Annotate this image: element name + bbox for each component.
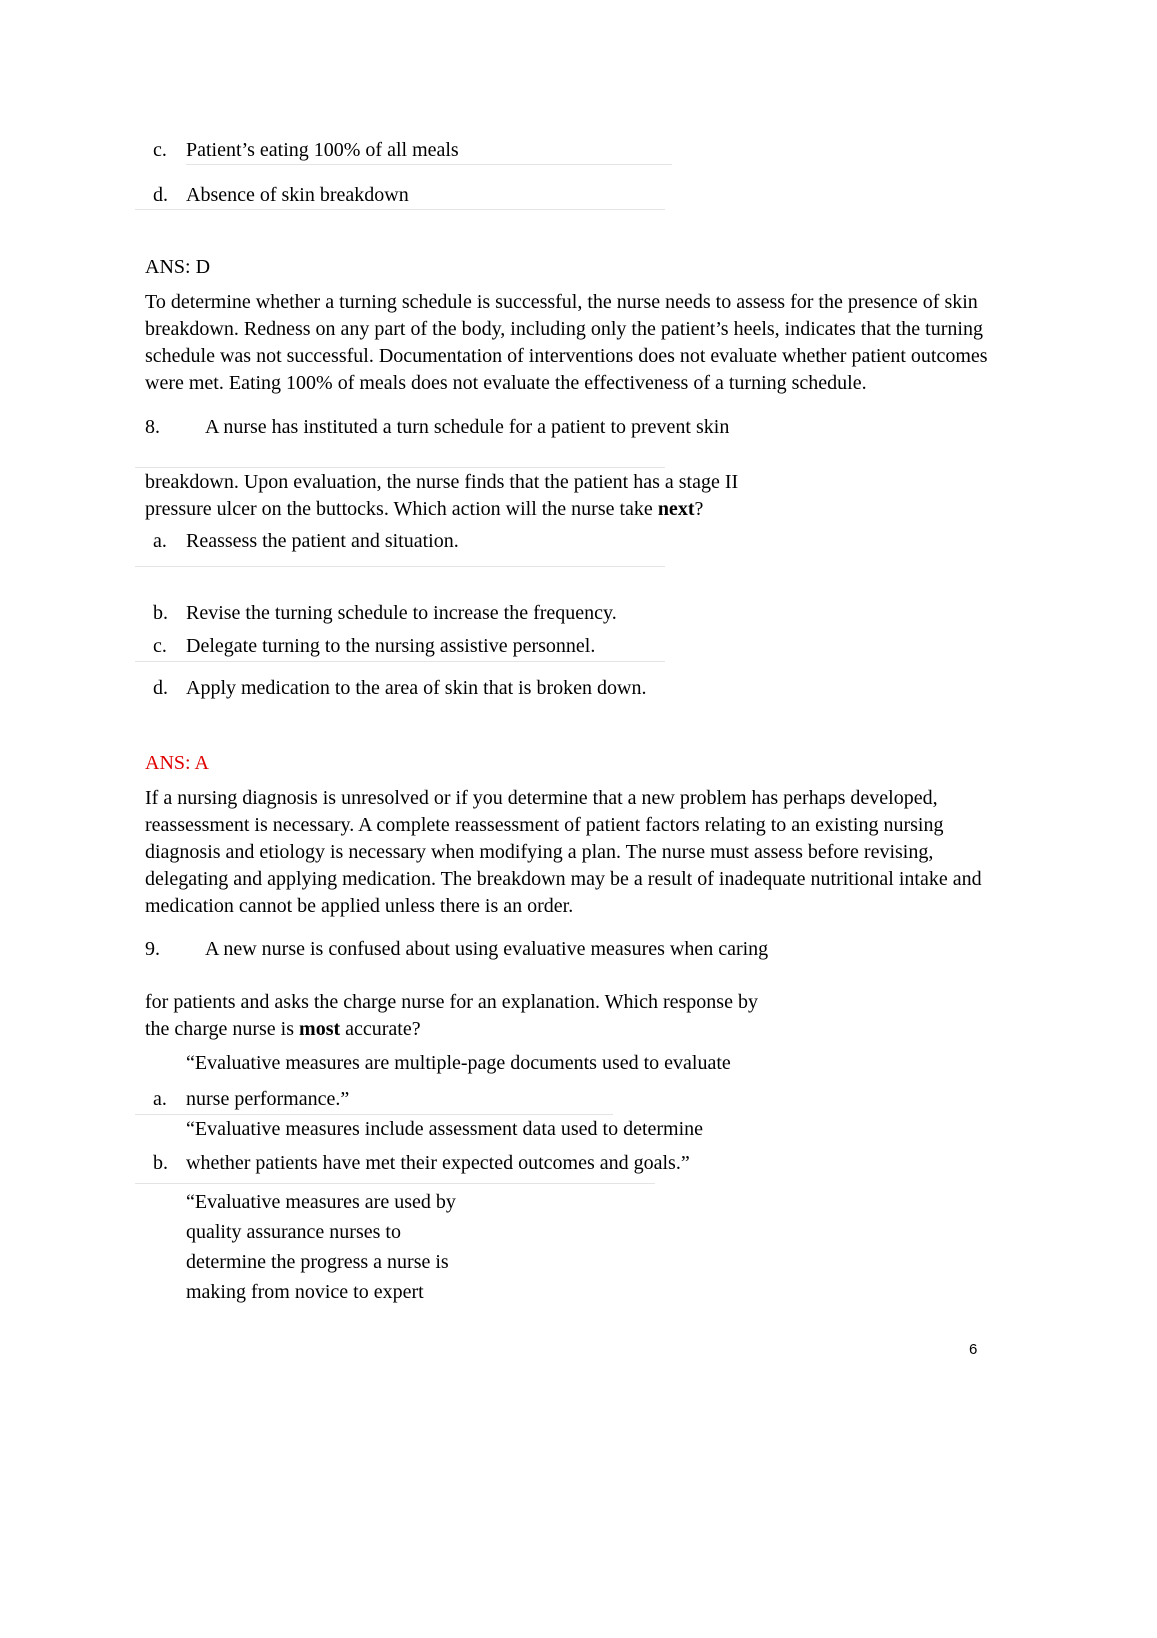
option-text: quality assurance nurses to (186, 1221, 401, 1243)
question-stem: A nurse has instituted a turn schedule for a patient to prevent skin (205, 416, 730, 438)
option-row-8c (145, 633, 1015, 660)
divider (135, 1183, 655, 1184)
question-number: 9. (145, 938, 160, 960)
question-stem: A new nurse is confused about using evaluative measures when caring (205, 938, 769, 960)
divider (135, 209, 665, 210)
option-text: “Evaluative measures are multiple-page documents used to evaluate (186, 1052, 731, 1074)
question-9-continuation (145, 989, 1015, 1043)
option-row-7c (145, 137, 1015, 164)
divider (186, 164, 672, 165)
divider (135, 1114, 613, 1115)
document-page (145, 137, 1015, 1307)
page-number: 6 (969, 1341, 978, 1358)
option-text: Revise the turning schedule to increase the frequency. (186, 602, 617, 624)
option-text: nurse performance.” (186, 1088, 350, 1110)
rationale-q7: To determine whether a turning schedule is successful, the nurse needs to assess for the presence of skin breakdown. Redness on any part of the body, including only the patient’s heels, indicates that the turning schedule was not successful. Documentation of interventions does not evaluate whether patient outcomes were met. Eating 100% of meals does not evaluate the effectiveness of a turning schedule. (145, 291, 988, 394)
option-label: b. (153, 602, 168, 624)
option-text: Absence of skin breakdown (186, 184, 409, 206)
option-row-9c (145, 1187, 505, 1307)
question-stem-line: for patients and asks the charge nurse for an explanation. Which response by (145, 991, 758, 1013)
divider (135, 467, 665, 468)
answer-label-q7: ANS: D (145, 256, 211, 278)
option-row-9b (145, 1116, 1015, 1177)
question-stem-line: breakdown. Upon evaluation, the nurse finds that the patient has a stage II (145, 471, 739, 493)
option-text: making from novice to expert (186, 1281, 424, 1303)
option-row-8d (145, 675, 1015, 702)
option-text: Reassess the patient and situation. (186, 530, 459, 552)
option-text: “Evaluative measures are used by (186, 1191, 456, 1213)
option-text: whether patients have met their expected outcomes and goals.” (186, 1152, 690, 1174)
question-9 (145, 936, 1015, 963)
option-label: a. (153, 530, 167, 552)
option-label: a. (153, 1088, 167, 1110)
question-stem-line: pressure ulcer on the buttocks. Which action will the nurse take next? (145, 498, 704, 520)
question-8 (145, 414, 1015, 441)
divider (135, 661, 665, 662)
question-stem-line: the charge nurse is most accurate? (145, 1018, 421, 1040)
option-text: Delegate turning to the nursing assistive personnel. (186, 635, 596, 657)
bold-keyword: most (299, 1018, 341, 1040)
option-label: b. (153, 1152, 168, 1174)
answer-label-q8: ANS: A (145, 752, 209, 774)
option-label: c. (153, 635, 167, 657)
question-8-continuation (145, 469, 1015, 523)
option-row-9a (145, 1050, 1015, 1113)
option-row-8a (145, 528, 1015, 555)
option-row-7d (145, 182, 1015, 209)
option-text: Apply medication to the area of skin that is broken down. (186, 677, 647, 699)
option-label: d. (153, 184, 168, 206)
divider (135, 566, 665, 567)
option-label: d. (153, 677, 168, 699)
option-text: determine the progress a nurse is (186, 1251, 449, 1273)
option-text: “Evaluative measures include assessment data used to determine (186, 1118, 704, 1140)
option-label: c. (153, 139, 167, 161)
rationale-q8: If a nursing diagnosis is unresolved or if you determine that a new problem has perhaps developed, reassessment is necessary. A complete reassessment of patient factors relating to an existing nursing diagnosis and etiology is necessary when modifying a plan. The nurse must assess before revising, delegating and applying medication. The breakdown may be a result of inadequate nutritional intake and medication cannot be applied unless there is an order. (145, 787, 982, 917)
question-number: 8. (145, 416, 160, 438)
option-row-8b (145, 600, 1015, 627)
bold-keyword: next (657, 498, 695, 520)
option-text: Patient’s eating 100% of all meals (186, 139, 459, 161)
